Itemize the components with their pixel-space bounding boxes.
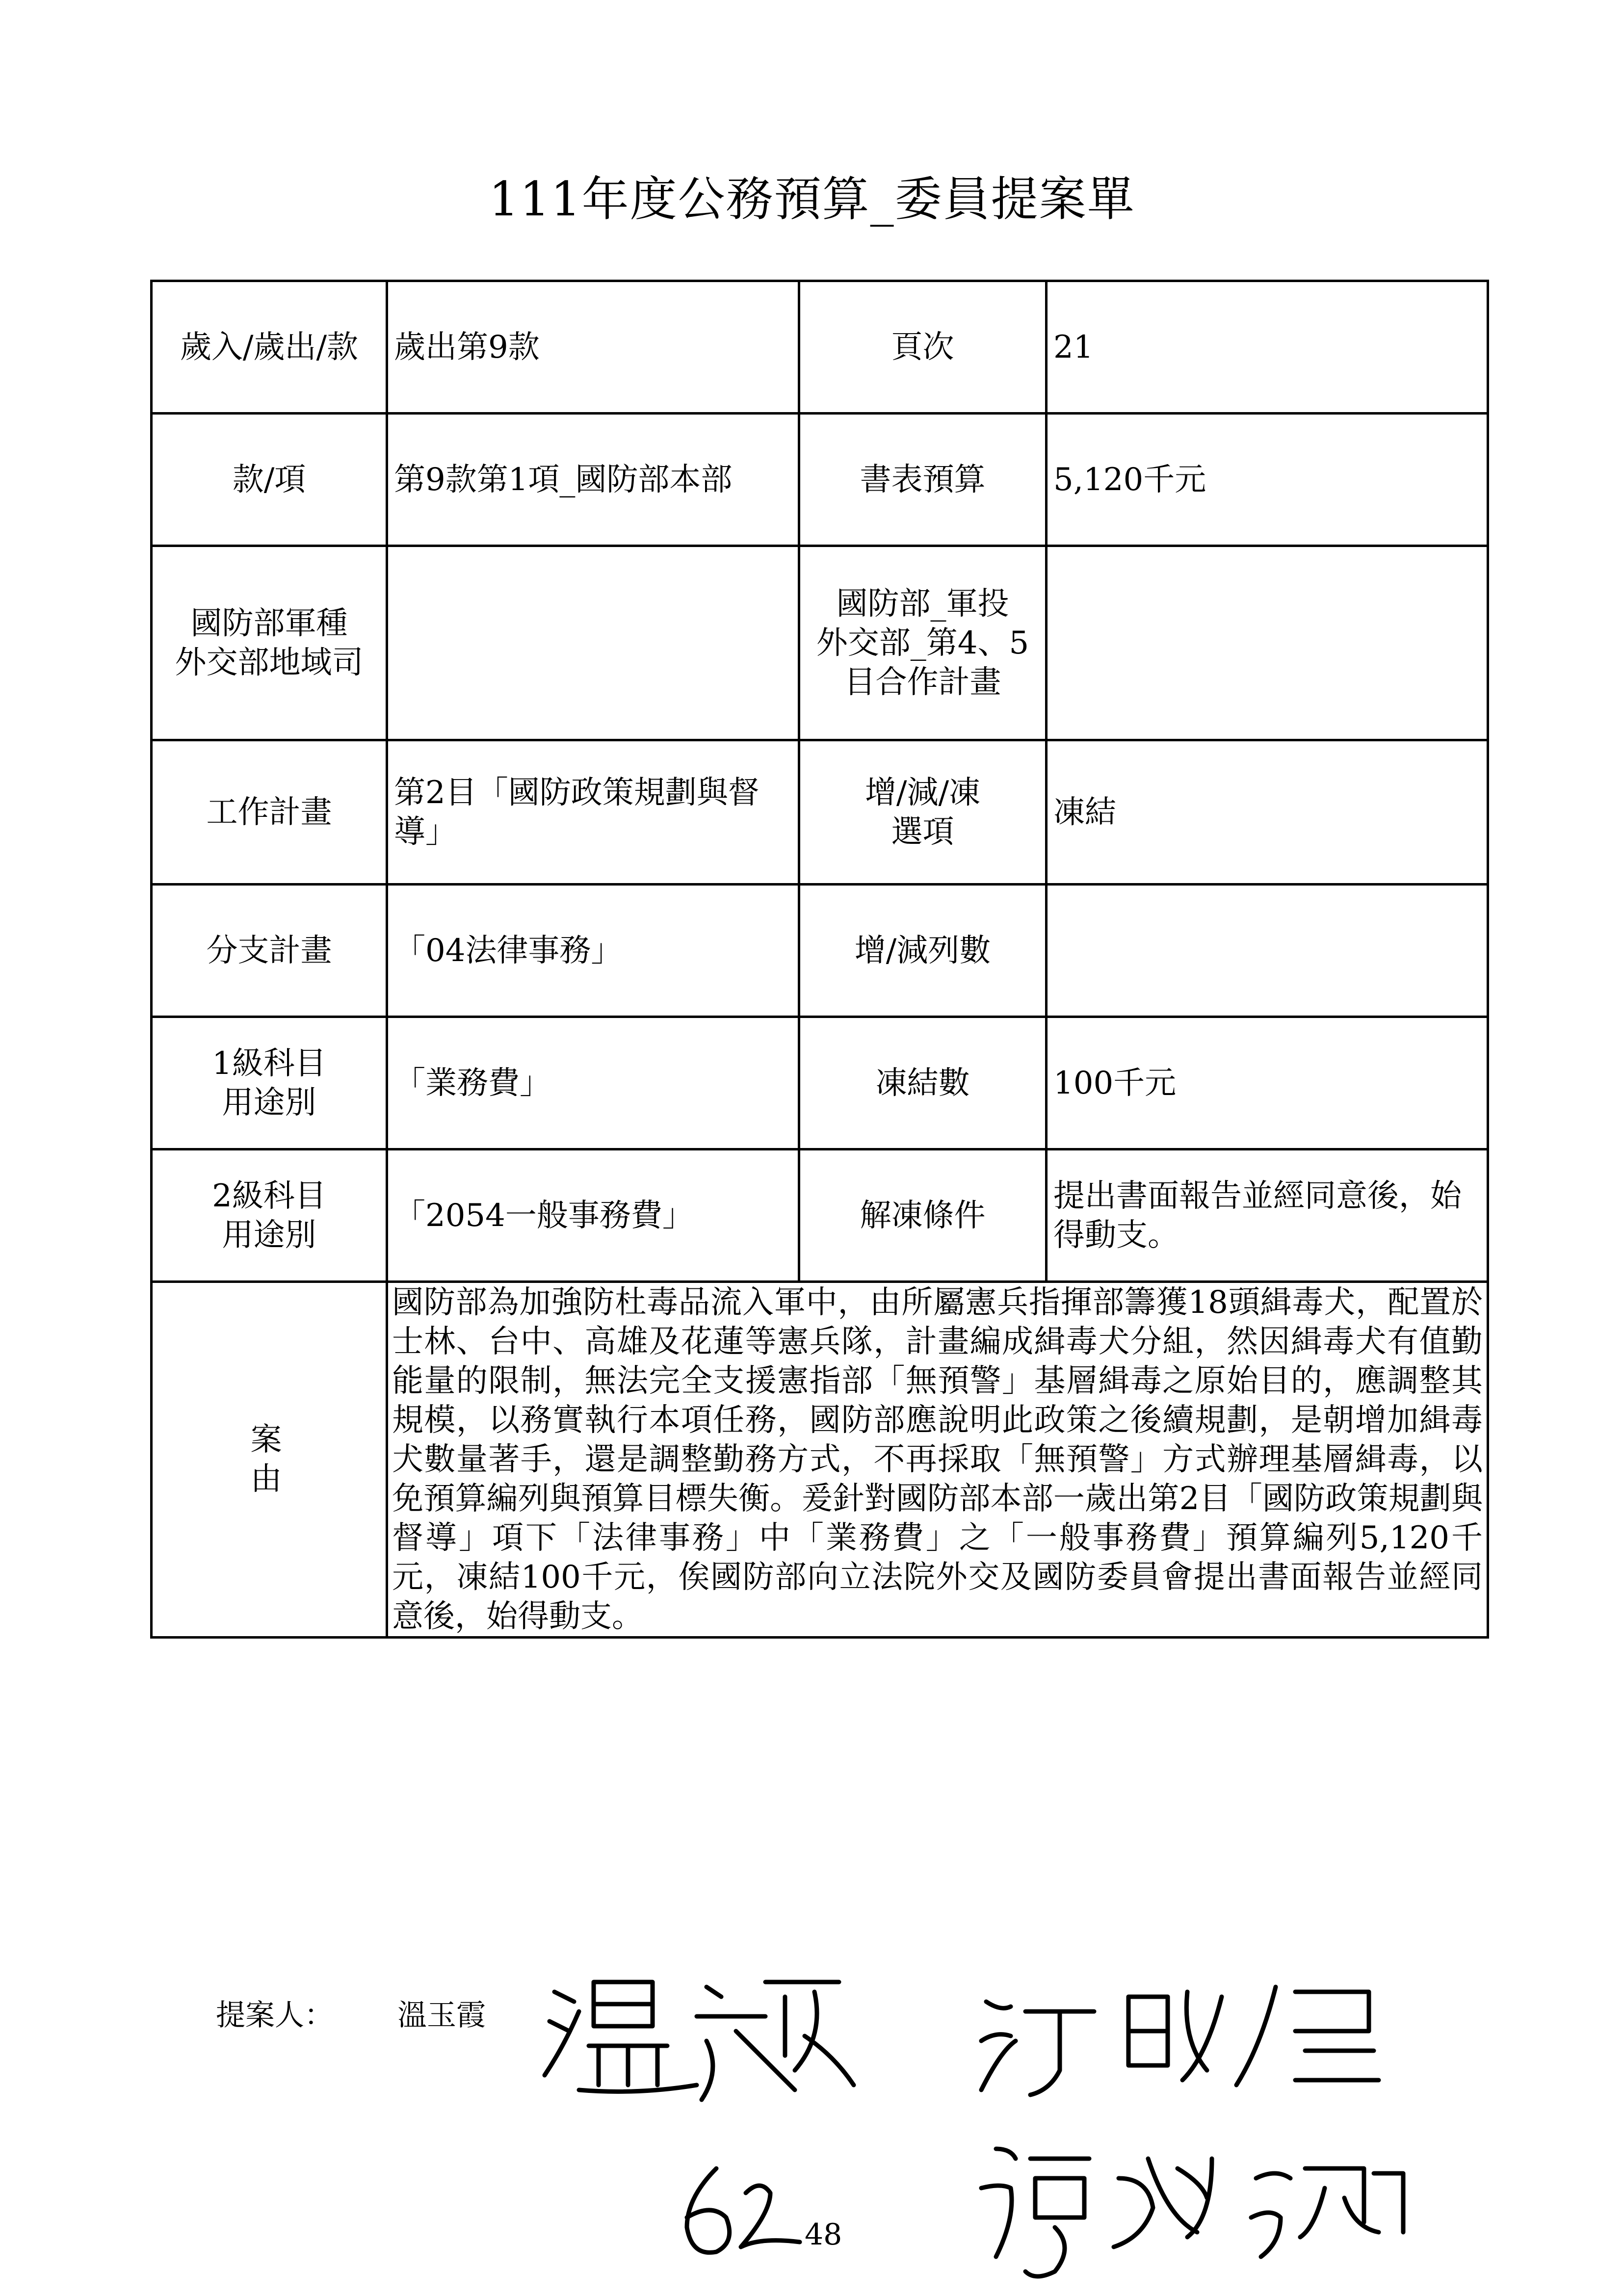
field-label: 歲入/歲出/款 xyxy=(152,281,387,414)
handwritten-number xyxy=(687,2168,800,2252)
field-label: 解凍條件 xyxy=(799,1149,1047,1282)
field-label: 書表預算 xyxy=(799,414,1047,546)
field-value: 5,120千元 xyxy=(1047,414,1488,546)
field-label: 1級科目 用途別 xyxy=(152,1017,387,1149)
field-value: 提出書面報告並經同意後，始得動支。 xyxy=(1047,1149,1488,1282)
signature-1 xyxy=(545,1982,854,2100)
field-label: 2級科目 用途別 xyxy=(152,1149,387,1282)
page-title: 111年度公務預算_委員提案單 xyxy=(489,172,1135,227)
field-value: 第2目「國防政策規劃與督導」 xyxy=(387,740,799,885)
field-value: 「業務費」 xyxy=(387,1017,799,1149)
field-label: 增/減/凍 選項 xyxy=(799,740,1047,885)
field-value: 100千元 xyxy=(1047,1017,1488,1149)
signature-3 xyxy=(981,2149,1403,2276)
reason-text: 國防部為加強防杜毒品流入軍中，由所屬憲兵指揮部籌獲18頭緝毒犬，配置於士林、台中、高雄及花蓮等憲兵隊，計畫編成緝毒犬分組，然因緝毒犬有值勤能量的限制，無法完全支援憲指部「無預警」基層緝毒之原始目的，應調整其規模，以務實執行本項任務，國防部應說明此政策之後續規劃，是朝增加緝毒犬數量著手，還是調整勤務方式，不再採取「無預警」方式辦理基層緝毒，以免預算編列與預算目標失衡。爰針對國防部本部一歲出第2目「國防政策規劃與督導」項下「法律事務」中「業務費」之「一般事務費」預算編列5,120千元，凍結100千元，俟國防部向立法院外交及國防委員會提出書面報告並經同意後，始得動支。 xyxy=(387,1282,1488,1638)
field-value: 21 xyxy=(1047,281,1488,414)
field-label: 增/減列數 xyxy=(799,885,1047,1017)
page-number: 48 xyxy=(805,2218,842,2252)
field-label: 分支計畫 xyxy=(152,885,387,1017)
field-label: 工作計畫 xyxy=(152,740,387,885)
field-value: 「04法律事務」 xyxy=(387,885,799,1017)
field-label: 凍結數 xyxy=(799,1017,1047,1149)
field-value: 凍結 xyxy=(1047,740,1488,885)
field-label: 頁次 xyxy=(799,281,1047,414)
field-label: 國防部_軍投 外交部_第4、5 目合作計畫 xyxy=(799,546,1047,740)
field-value: 「2054一般事務費」 xyxy=(387,1149,799,1282)
field-value: 第9款第1項_國防部本部 xyxy=(387,414,799,546)
proposer-name: 溫玉霞 xyxy=(397,1998,486,2033)
field-label: 國防部軍種 外交部地域司 xyxy=(152,546,387,740)
reason-label: 案由 xyxy=(152,1282,387,1638)
field-label: 款/項 xyxy=(152,414,387,546)
signature-2 xyxy=(981,1987,1379,2095)
field-value: 歲出第9款 xyxy=(387,281,799,414)
proposer-label: 提案人： xyxy=(216,1998,334,2033)
